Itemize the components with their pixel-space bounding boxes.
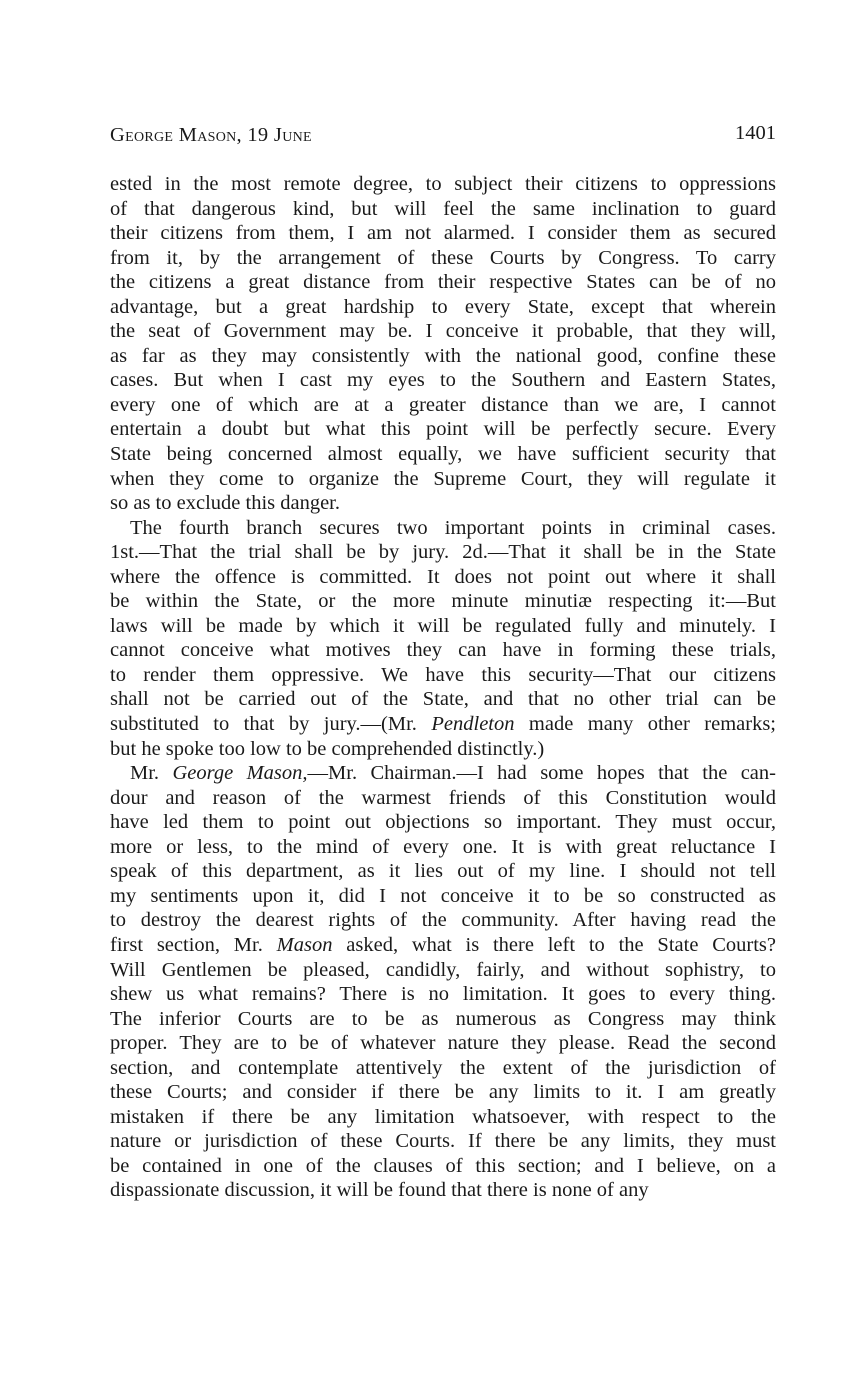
text-segment: of that dangerous kind, but will feel the same inclination to guard	[110, 197, 776, 220]
text-line	[110, 246, 776, 271]
text-segment: —Mr. Chairman.—I had some hopes that the can-	[307, 762, 776, 785]
body-text	[110, 172, 776, 1203]
text-line	[110, 614, 776, 639]
text-segment: have led them to point out objections so important. They must occur,	[110, 811, 776, 834]
text-segment: advantage, but a great hardship to every State, except that wherein	[110, 295, 776, 318]
running-head: George Mason, 19 June	[110, 124, 312, 146]
text-segment: made many other remarks;	[514, 713, 777, 736]
text-line	[110, 1080, 776, 1105]
text-segment: my sentiments upon it, did I not conceive it to be so constructed as	[110, 884, 776, 907]
text-line	[110, 737, 776, 762]
text-line	[110, 295, 776, 320]
text-line	[110, 933, 776, 958]
page-header	[110, 120, 776, 150]
text-segment: entertain a doubt but what this point will be perfectly secure. Every	[110, 418, 776, 441]
text-line	[110, 1007, 776, 1032]
text-segment: to render them oppressive. We have this security—That our citizens	[110, 663, 776, 686]
text-line	[110, 540, 776, 565]
text-segment: substituted to that by jury.—(Mr.	[110, 713, 432, 736]
text-line	[110, 958, 776, 983]
italic-name: George Mason,	[172, 762, 308, 785]
text-line	[110, 221, 776, 246]
text-line	[110, 786, 776, 811]
text-line	[110, 908, 776, 933]
text-segment: cannot conceive what motives they can have in forming these trials,	[110, 639, 776, 662]
text-line	[110, 516, 776, 541]
text-segment: shall not be carried out of the State, and that no other trial can be	[110, 688, 776, 711]
text-line	[110, 589, 776, 614]
text-line	[110, 859, 776, 884]
text-line	[110, 1056, 776, 1081]
text-segment: speak of this department, as it lies out of my line. I should not tell	[110, 860, 776, 883]
text-line	[110, 712, 776, 737]
text-line	[110, 1031, 776, 1056]
text-segment: asked, what is there left to the State Courts?	[332, 933, 776, 956]
text-line	[110, 467, 776, 492]
text-line	[110, 687, 776, 712]
text-segment: nature or jurisdiction of these Courts. If there be any limits, they must	[110, 1130, 776, 1153]
text-segment: be contained in one of the clauses of this section; and I believe, on a	[110, 1154, 776, 1177]
text-line	[110, 491, 776, 516]
text-segment: to destroy the dearest rights of the community. After having read the	[110, 909, 776, 932]
text-line	[110, 270, 776, 295]
italic-name: Mason	[276, 933, 333, 956]
text-segment: 1st.—That the trial shall be by jury. 2d.—That it shall be in the State	[110, 541, 776, 564]
text-segment: ested in the most remote degree, to subject their citizens to oppressions	[110, 173, 776, 195]
text-line	[110, 1154, 776, 1179]
text-segment: the seat of Government may be. I conceive it probable, that they will,	[110, 320, 776, 343]
text-segment: first section, Mr.	[110, 933, 277, 956]
text-line	[110, 565, 776, 590]
text-segment: more or less, to the mind of every one. It is with great reluctance I	[110, 835, 776, 858]
text-segment: as far as they may consistently with the national good, confine these	[110, 344, 776, 367]
text-segment: dispassionate discussion, it will be found that there is none of any	[110, 1179, 649, 1202]
text-segment: shew us what remains? There is no limitation. It goes to every thing.	[110, 983, 776, 1006]
text-segment: from it, by the arrangement of these Courts by Congress. To carry	[110, 246, 776, 269]
text-segment: mistaken if there be any limitation whatsoever, with respect to the	[110, 1105, 776, 1128]
text-segment: be within the State, or the more minute minutiæ respecting it:—But	[110, 590, 776, 613]
text-segment: when they come to organize the Supreme Court, they will regulate it	[110, 467, 776, 490]
text-line	[110, 442, 776, 467]
text-segment: so as to exclude this danger.	[110, 492, 341, 515]
text-line	[110, 417, 776, 442]
text-segment: where the offence is committed. It does not point out where it shall	[110, 565, 776, 588]
text-line	[110, 393, 776, 418]
text-segment: proper. They are to be of whatever nature they please. Read the second	[110, 1032, 776, 1055]
text-line	[110, 1178, 776, 1203]
text-line	[110, 368, 776, 393]
text-segment: The fourth branch secures two important points in criminal cases.	[130, 516, 776, 539]
text-segment: State being concerned almost equally, we have sufficient security that	[110, 443, 776, 466]
text-segment: but he spoke too low to be comprehended distinctly.)	[110, 737, 545, 760]
text-segment: cases. But when I cast my eyes to the Southern and Eastern States,	[110, 369, 776, 392]
text-line	[110, 172, 776, 197]
text-line	[110, 810, 776, 835]
text-segment: The inferior Courts are to be as numerous as Congress may think	[110, 1007, 776, 1030]
paragraph	[110, 516, 776, 761]
text-segment: Will Gentlemen be pleased, candidly, fairly, and without sophistry, to	[110, 958, 776, 981]
text-line	[110, 319, 776, 344]
text-segment: dour and reason of the warmest friends of this Constitution would	[110, 786, 776, 809]
text-segment: Mr.	[130, 762, 173, 785]
text-segment: these Courts; and consider if there be any limits to it. I am greatly	[110, 1081, 776, 1104]
text-line	[110, 344, 776, 369]
text-segment: every one of which are at a greater distance than we are, I cannot	[110, 393, 776, 416]
text-line	[110, 761, 776, 786]
text-segment: the citizens a great distance from their respective States can be of no	[110, 271, 776, 294]
paragraph	[110, 172, 776, 516]
italic-name: Pendleton	[431, 713, 515, 736]
text-line	[110, 982, 776, 1007]
text-segment: their citizens from them, I am not alarmed. I consider them as secured	[110, 222, 776, 245]
text-line	[110, 197, 776, 222]
text-segment: laws will be made by which it will be regulated fully and minutely. I	[110, 614, 776, 637]
text-line	[110, 884, 776, 909]
text-line	[110, 638, 776, 663]
text-line	[110, 663, 776, 688]
text-line	[110, 835, 776, 860]
text-line	[110, 1105, 776, 1130]
paragraph	[110, 761, 776, 1203]
text-line	[110, 1129, 776, 1154]
page-number: 1401	[735, 122, 776, 144]
text-segment: section, and contemplate attentively the extent of the jurisdiction of	[110, 1056, 776, 1079]
